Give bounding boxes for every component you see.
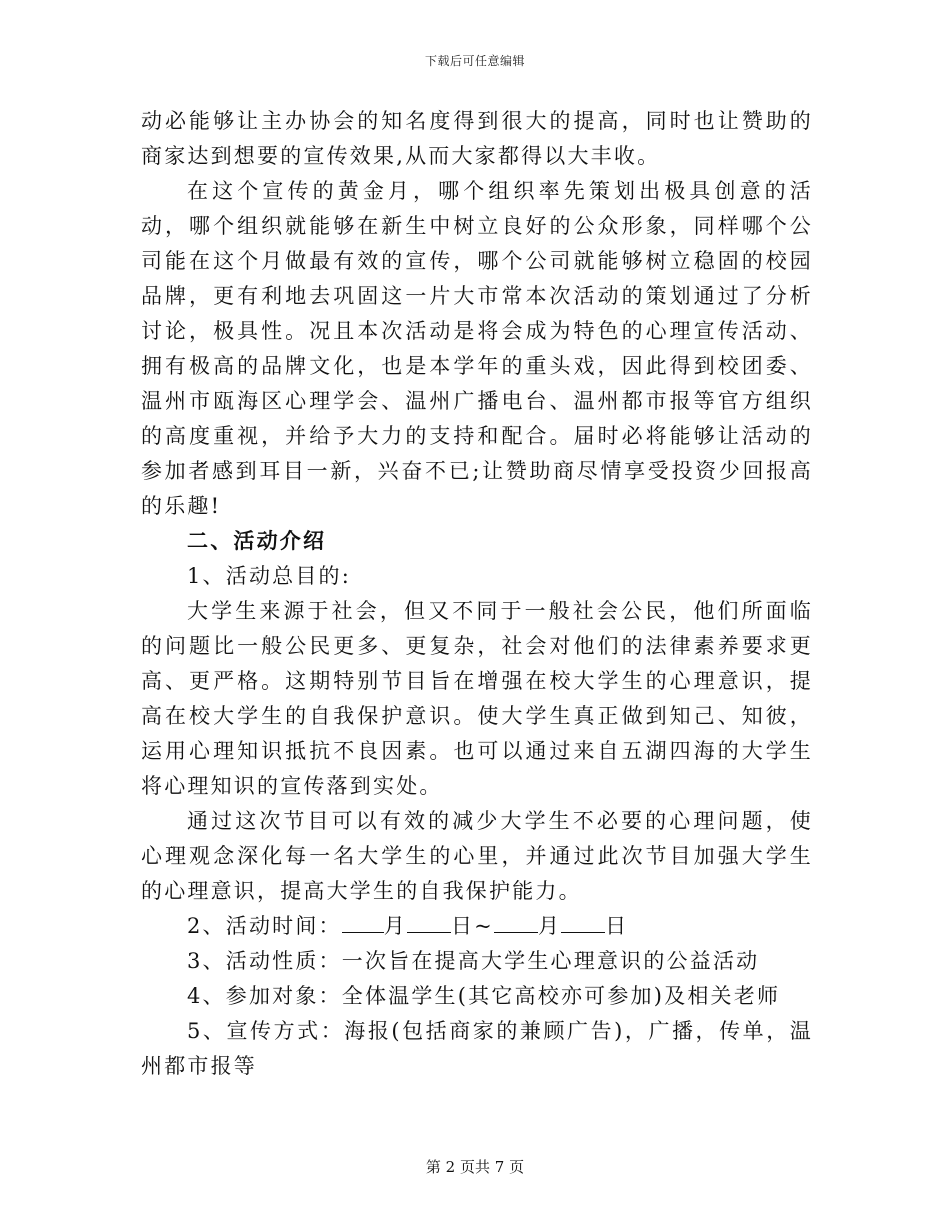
item-activity-goal: 1、活动总目的: [187, 564, 352, 588]
item-participants: 4、参加对象：全体温学生(其它高校亦可参加)及相关老师 [187, 984, 781, 1008]
month-1-label: 月 [383, 914, 407, 938]
blank-month-1 [342, 910, 384, 933]
document-body [141, 104, 813, 1084]
blank-month-2 [494, 910, 538, 933]
paragraph-continuation: 动必能够让主办协会的知名度得到很大的提高，同时也让赞助的商家达到想要的宣传效果,从而大家都得以大丰收。 [141, 109, 813, 168]
blank-day-2 [561, 910, 605, 933]
item-activity-time [141, 909, 813, 944]
day-1-label: 日~ [450, 914, 494, 938]
page-footer: 第 2 页共 7 页 [425, 1158, 525, 1176]
section-heading-activity-intro: 二、活动介绍 [187, 529, 327, 553]
page-header: 下载后可任意编辑 [424, 54, 525, 68]
activity-time-label: 2、活动时间： [187, 914, 342, 938]
day-2-label: 日 [605, 914, 629, 938]
paragraph-program-effect: 通过这次节目可以有效的减少大学生不必要的心理问题，使心理观念深化每一名大学生的心里，并通过此次节目加强大学生的心理意识，提高大学生的自我保护能力。 [141, 809, 813, 903]
item-publicity-methods: 5、宣传方式：海报(包括商家的兼顾广告)，广播，传单，温州都市报等 [141, 1019, 813, 1078]
paragraph-students: 大学生来源于社会，但又不同于一般社会公民，他们所面临的问题比一般公民更多、更复杂，社会对他们的法律素养要求更高、更严格。这期特别节目旨在增强在校大学生的心理意识，提高在校大学生的自我保护意识。使大学生真正做到知己、知彼，运用心理知识抵抗不良因素。也可以通过来自五湖四海的大学生将心理知识的宣传落到实处。 [141, 599, 813, 798]
blank-day-1 [407, 910, 451, 933]
item-activity-nature: 3、活动性质：一次旨在提高大学生心理意识的公益活动 [187, 949, 760, 973]
month-2-label: 月 [537, 914, 562, 938]
paragraph-golden-month: 在这个宣传的黄金月，哪个组织率先策划出极具创意的活动，哪个组织就能够在新生中树立良好的公众形象，同样哪个公司能在这个月做最有效的宣传，哪个公司就能够树立稳固的校园品牌，更有利地去巩固这一片大市常本次活动的策划通过了分析讨论，极具性。况且本次活动是将会成为特色的心理宣传活动、拥有极高的品牌文化，也是本学年的重头戏，因此得到校团委、温州市瓯海区心理学会、温州广播电台、温州都市报等官方组织的高度重视，并给予大力的支持和配合。届时必将能够让活动的参加者感到耳目一新，兴奋不已;让赞助商尽情享受投资少回报高的乐趣! [141, 179, 813, 518]
